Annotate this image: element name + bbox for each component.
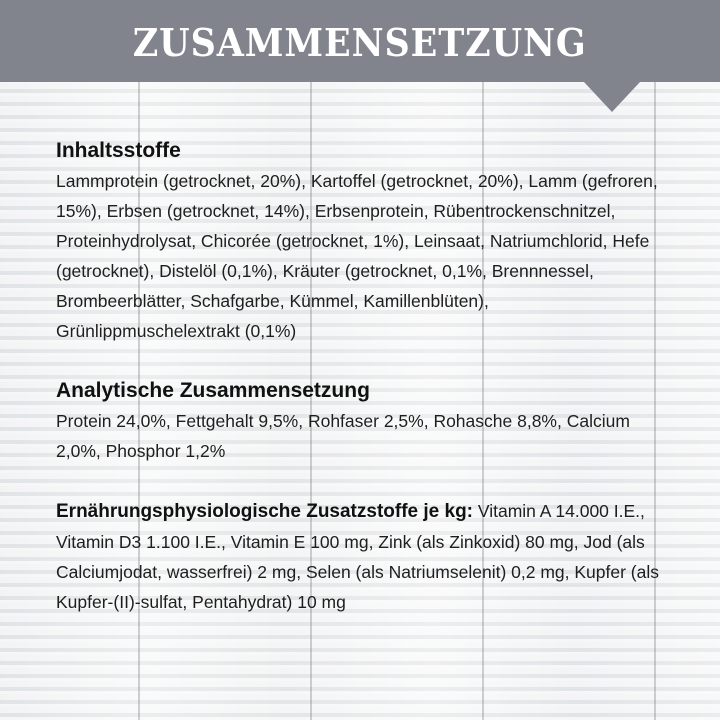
- analytical-text: Protein 24,0%, Fettgehalt 9,5%, Rohfaser 2,5%, Rohasche 8,8%, Calcium 2,0%, Phosphor 1,2%: [56, 411, 630, 461]
- analytical-heading: Analytische Zusammensetzung: [56, 379, 370, 402]
- header-banner: [0, 0, 720, 82]
- banner-tab-notch: [584, 82, 640, 112]
- composition-content: [56, 136, 666, 647]
- additives-paragraph: [56, 496, 666, 617]
- ingredients-heading: Inhaltsstoffe: [56, 139, 181, 162]
- additives-section: [56, 496, 666, 617]
- analytical-section: [56, 376, 666, 466]
- ingredients-section: [56, 136, 666, 346]
- page-title: ZUSAMMENSETZUNG: [133, 19, 587, 65]
- additives-text: Vitamin A 14.000 I.E., Vitamin D3 1.100 I.E., Vitamin E 100 mg, Zink (als Zinkoxid) 80 mg, Jod (als Calciumjodat, wasserfrei) 2 mg, Selen (als Natriumselenit) 0,2 mg, Kupfer (als Kupfer-(II)-sulfat, Pentahydrat) 10 mg: [56, 501, 659, 612]
- additives-heading: Ernährungsphysiologische Zusatzstoffe je kg:: [56, 501, 474, 522]
- ingredients-text: Lammprotein (getrocknet, 20%), Kartoffel (getrocknet, 20%), Lamm (gefroren, 15%), Erbsen (getrocknet, 14%), Erbsenprotein, Rübentrockenschnitzel, Proteinhydrolysat, Chicorée (getrocknet, 1%), Leinsaat, Natriumchlorid, Hefe (getrocknet), Distelöl (0,1%), Kräuter (getrocknet, 0,1%, Brennnessel, Brombeerblätter, Schafgarbe, Kümmel, Kamillenblüten), Grünlippmuschelextrakt (0,1%): [56, 171, 658, 341]
